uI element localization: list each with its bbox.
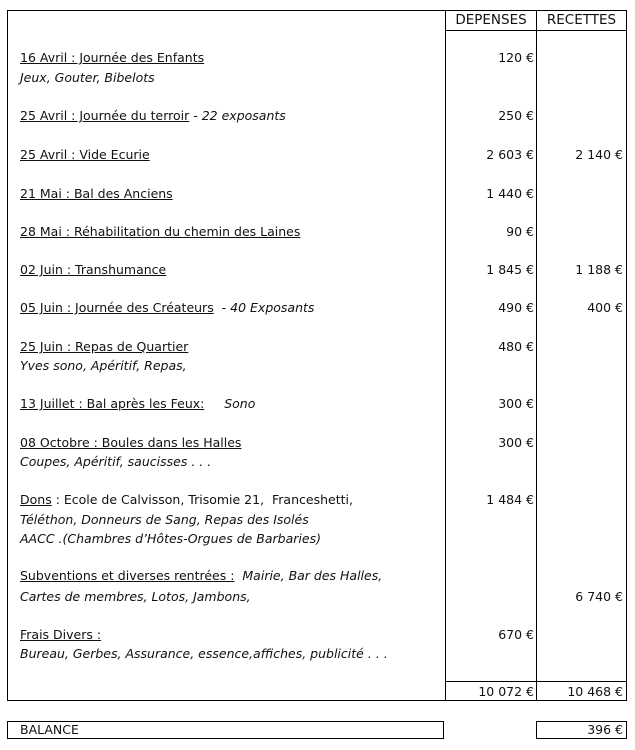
row-note: Sono xyxy=(204,396,256,411)
row-depense: 2 603 € xyxy=(486,147,534,162)
row-title: 16 Avril : Journée des Enfants xyxy=(20,50,205,65)
row-detail: Cartes de membres, Lotos, Jambons, xyxy=(20,589,251,604)
row-detail: Coupes, Apéritif, saucisses . . . xyxy=(20,454,212,469)
row-title-line xyxy=(20,300,314,316)
row-title: 02 Juin : Transhumance xyxy=(20,262,167,277)
col-divider-depenses xyxy=(445,10,446,701)
row-depense: 90 € xyxy=(506,224,534,239)
table-border-right xyxy=(626,10,627,701)
row-title: Dons xyxy=(20,492,52,507)
row-title-line xyxy=(20,396,255,412)
row-title: 08 Octobre : Boules dans les Halles xyxy=(20,435,242,450)
row-depense: 1 440 € xyxy=(486,186,534,201)
row-title: Frais Divers : xyxy=(20,627,102,642)
header-depenses: DEPENSES xyxy=(455,12,527,28)
row-note: - 22 exposants xyxy=(189,108,286,123)
row-recette: 400 € xyxy=(587,300,623,315)
row-depense: 1 484 € xyxy=(486,492,534,507)
row-recette: 6 740 € xyxy=(575,589,623,604)
header-divider xyxy=(445,30,627,31)
row-detail: Bureau, Gerbes, Assurance, essence,affiches, publicité . . . xyxy=(20,646,388,661)
row-detail: Jeux, Gouter, Bibelots xyxy=(20,70,155,85)
row-title: 28 Mai : Réhabilitation du chemin des Laines xyxy=(20,224,301,239)
row-title-rest: : Ecole de Calvisson, Trisomie 21, Franceshetti, xyxy=(51,492,353,507)
row-title-line xyxy=(20,492,353,508)
row-title: 25 Juin : Repas de Quartier xyxy=(20,339,189,354)
table-border-left xyxy=(7,10,8,701)
row-title: 21 Mai : Bal des Anciens xyxy=(20,186,173,201)
row-detail: Yves sono, Apéritif, Repas, xyxy=(20,358,187,373)
row-depense: 1 845 € xyxy=(486,262,534,277)
col-divider-recettes xyxy=(536,10,537,701)
row-depense: 670 € xyxy=(498,627,534,642)
total-recettes: 10 468 € xyxy=(567,684,623,699)
row-note: - 40 Exposants xyxy=(213,300,315,315)
row-depense: 120 € xyxy=(498,50,534,65)
table-border-top xyxy=(7,10,627,11)
balance-label: BALANCE xyxy=(20,722,79,737)
row-depense: 300 € xyxy=(498,435,534,450)
row-depense: 490 € xyxy=(498,300,534,315)
row-title: 25 Avril : Vide Ecurie xyxy=(20,147,150,162)
balance-label-box xyxy=(7,721,444,739)
row-depense: 480 € xyxy=(498,339,534,354)
row-title: 25 Avril : Journée du terroir xyxy=(20,108,190,123)
row-note: Mairie, Bar des Halles, xyxy=(234,568,383,583)
balance-value-box xyxy=(536,721,627,739)
total-depenses: 10 072 € xyxy=(478,684,534,699)
row-recette: 2 140 € xyxy=(575,147,623,162)
row-title-line xyxy=(20,108,286,124)
row-title: 13 Juillet : Bal après les Feux: xyxy=(20,396,205,411)
table-border-bottom xyxy=(7,700,627,701)
row-detail: Téléthon, Donneurs de Sang, Repas des Isolés xyxy=(20,512,309,527)
row-recette: 1 188 € xyxy=(575,262,623,277)
totals-divider xyxy=(445,681,627,682)
row-title: 05 Juin : Journée des Créateurs xyxy=(20,300,214,315)
row-title: Subventions et diverses rentrées : xyxy=(20,568,235,583)
row-detail: AACC .(Chambres d’Hôtes-Orgues de Barbaries) xyxy=(20,531,321,546)
row-depense: 300 € xyxy=(498,396,534,411)
row-depense: 250 € xyxy=(498,108,534,123)
header-recettes: RECETTES xyxy=(546,12,617,28)
row-title-line xyxy=(20,568,382,584)
balance-value: 396 € xyxy=(587,722,623,737)
